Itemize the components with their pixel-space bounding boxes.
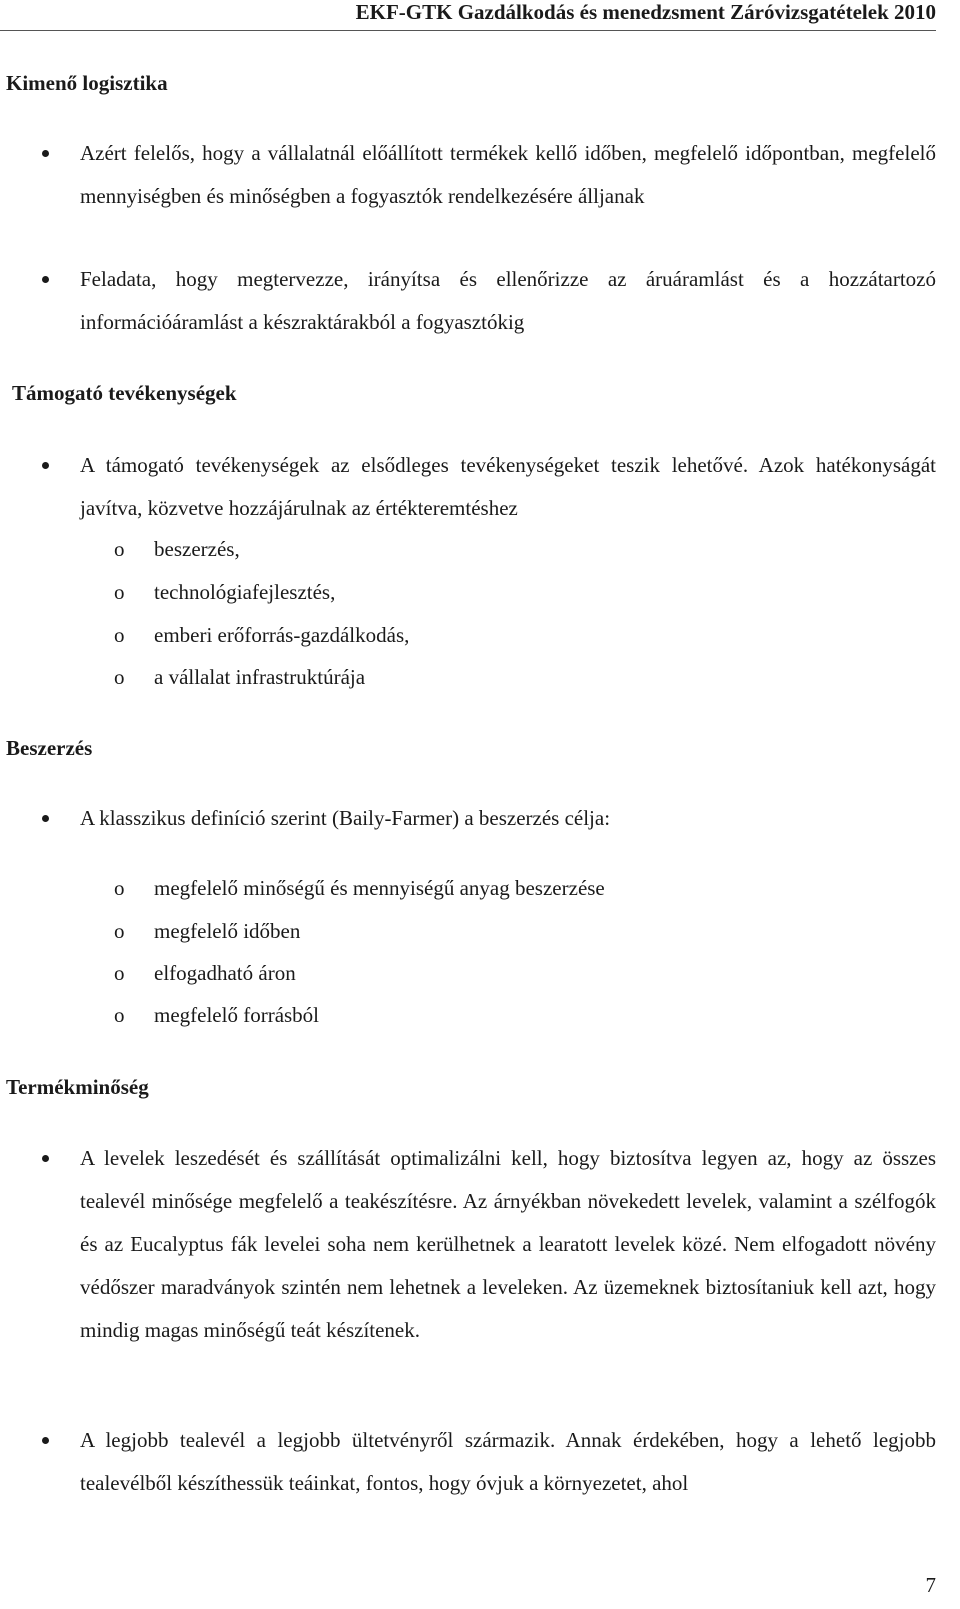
bullet-icon (42, 1155, 49, 1162)
list-item-text: A legjobb tealevél a legjobb ültetvényről származik. Annak érdekében, hogy a lehető legjobb tealevélből készíthessük teáinkat, fontos, hogy óvjuk a környezetet, ahol (80, 1428, 936, 1495)
bullet-icon (42, 150, 49, 157)
sub-list-item (0, 571, 960, 614)
bullet-icon (42, 1437, 49, 1444)
sub-list-item (0, 952, 960, 995)
circle-bullet-icon: o (114, 961, 125, 985)
sub-list-item-text: a vállalat infrastruktúrája (154, 665, 366, 689)
sub-list-item-text: beszerzés, (154, 537, 240, 561)
bullet-icon (42, 462, 49, 469)
circle-bullet-icon: o (114, 580, 125, 604)
circle-bullet-icon: o (114, 623, 125, 647)
sub-list-item-text: megfelelő forrásból (154, 1003, 320, 1027)
bullet-icon (42, 276, 49, 283)
list-item-text: Azért felelős, hogy a vállalatnál előállított termékek kellő időben, megfelelő időpontban, megfelelő mennyiségben és minőségben a fogyasztók rendelkezésére álljanak (80, 141, 936, 208)
bullet-icon (42, 815, 49, 822)
list-item-text: A klasszikus definíció szerint (Baily-Farmer) a beszerzés célja: (80, 806, 611, 830)
list-item-text: A levelek leszedését és szállítását optimalizálni kell, hogy biztosítva legyen az, hogy az összes tealevél minősége megfelelő a teakészítésre. Az árnyékban növekedett levelek, valamint a szélfogók és az Eucalyptus fák levelei soha nem kerülhetnek a learatott levelek közé. Nem elfogadott növény védőszer maradványok szintén nem lehetnek a leveleken. Az üzemeknek biztosítaniuk kell azt, hogy mindig magas minőségű teát készítenek. (80, 1146, 936, 1342)
heading-kimeno-logisztika: Kimenő logisztika (6, 71, 168, 95)
heading-tamogato-tevekenysegek: Támogató tevékenységek (12, 381, 237, 405)
sub-list-item-text: technológiafejlesztés, (154, 580, 336, 604)
circle-bullet-icon: o (114, 1003, 125, 1027)
page-number: 7 (925, 1573, 936, 1597)
header-divider (0, 30, 936, 31)
sub-list-item (0, 994, 960, 1037)
sub-list-item-text: elfogadható áron (154, 961, 296, 985)
list-item-text: A támogató tevékenységek az elsődleges tevékenységeket teszik lehetővé. Azok hatékonyságát javítva, közvetve hozzájárulnak az értékteremtéshez (80, 453, 936, 520)
list-item-text: Feladata, hogy megtervezze, irányítsa és ellenőrizze az áruáramlást és a hozzátartozó információáramlást a készraktárakból a fogyasztókig (80, 267, 936, 334)
heading-termekminoseg: Termékminőség (6, 1075, 149, 1099)
sub-list-item (0, 528, 960, 571)
circle-bullet-icon: o (114, 876, 125, 900)
circle-bullet-icon: o (114, 665, 125, 689)
sub-list-item-text: megfelelő időben (154, 919, 301, 943)
sub-list-item (0, 910, 960, 953)
page-header: EKF-GTK Gazdálkodás és menedzsment Záróvizsgatételek 2010 (355, 0, 936, 24)
sub-list-item-text: emberi erőforrás-gazdálkodás, (154, 623, 410, 647)
sub-list-item (0, 614, 960, 657)
circle-bullet-icon: o (114, 537, 125, 561)
sub-list-item (0, 867, 960, 910)
circle-bullet-icon: o (114, 919, 125, 943)
heading-beszerzes: Beszerzés (6, 736, 93, 760)
sub-list-item (0, 656, 960, 699)
sub-list-item-text: megfelelő minőségű és mennyiségű anyag beszerzése (154, 876, 605, 900)
